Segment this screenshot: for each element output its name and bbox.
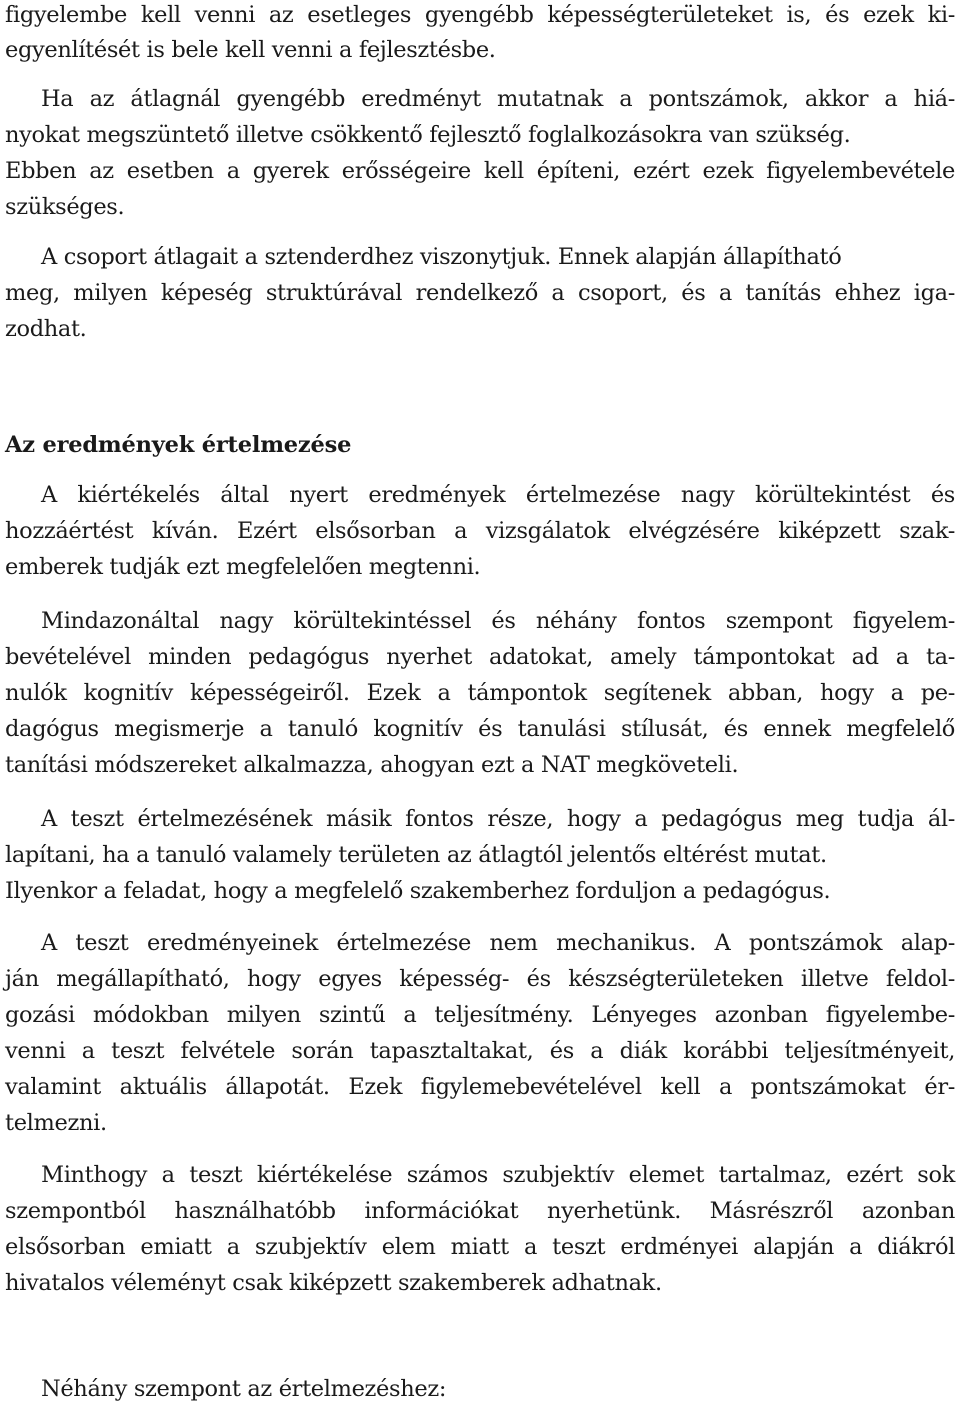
text-line: Ilyenkor a feladat, hogy a megfelelő szakemberhez forduljon a pedagógus. bbox=[5, 878, 831, 904]
text-line: A kiértékelés által nyert eredmények értelmezése nagy körültekintést és bbox=[41, 482, 955, 508]
section-heading: Az eredmények értelmezése bbox=[5, 432, 352, 458]
text-line: dagógus megismerje a tanuló kognitív és tanulási stílusát, és ennek megfelelő bbox=[5, 716, 955, 742]
text-line: hozzáértést kíván. Ezért elsősorban a vizsgálatok elvégzésére kiképzett szak- bbox=[5, 518, 955, 544]
text-line: Minthogy a teszt kiértékelése számos szubjektív elemet tartalmaz, ezért sok bbox=[41, 1162, 955, 1188]
text-line: figyelembe kell venni az esetleges gyengébb képességterületeket is, és ezek ki- bbox=[5, 2, 955, 28]
text-line: bevételével minden pedagógus nyerhet adatokat, amely támpontokat ad a ta- bbox=[5, 644, 955, 670]
text-line: zodhat. bbox=[5, 316, 87, 342]
text-line: hivatalos véleményt csak kiképzett szakemberek adhatnak. bbox=[5, 1270, 662, 1296]
text-line: elsősorban emiatt a szubjektív elem miatt a teszt erdményei alapján a diákról bbox=[5, 1234, 955, 1260]
text-line: Ebben az esetben a gyerek erősségeire kell építeni, ezért ezek figyelembevétele bbox=[5, 158, 955, 184]
text-line: Ha az átlagnál gyengébb eredményt mutatnak a pontszámok, akkor a hiá- bbox=[41, 86, 955, 112]
text-line: ján megállapítható, hogy egyes képesség- és készségterületeken illetve feldol- bbox=[5, 966, 955, 992]
text-line: A csoport átlagait a sztenderdhez viszonytjuk. Ennek alapján állapítható bbox=[41, 244, 842, 270]
text-line: szükséges. bbox=[5, 194, 125, 220]
text-line: telmezni. bbox=[5, 1110, 107, 1136]
text-line: nulók kognitív képességeiről. Ezek a támpontok segítenek abban, hogy a pe- bbox=[5, 680, 955, 706]
text-line: lapítani, ha a tanuló valamely területen az átlagtól jelentős eltérést mutat. bbox=[5, 842, 827, 868]
text-line: emberek tudják ezt megfelelően megtenni. bbox=[5, 554, 481, 580]
text-line: meg, milyen képeség struktúrával rendelkező a csoport, és a tanítás ehhez iga- bbox=[5, 280, 955, 306]
text-line: A teszt értelmezésének másik fontos része, hogy a pedagógus meg tudja ál- bbox=[41, 806, 955, 832]
text-line: venni a teszt felvétele során tapasztaltakat, és a diák korábbi teljesítményeit, bbox=[5, 1038, 955, 1064]
text-line: Néhány szempont az értelmezéshez: bbox=[41, 1376, 447, 1402]
text-line: tanítási módszereket alkalmazza, ahogyan ezt a NAT megköveteli. bbox=[5, 752, 739, 778]
text-line: egyenlítését is bele kell venni a fejlesztésbe. bbox=[5, 37, 496, 63]
text-line: valamint aktuális állapotát. Ezek figylemebevételével kell a pontszámokat ér- bbox=[5, 1074, 955, 1100]
text-line: szempontból használhatóbb információkat nyerhetünk. Másrészről azonban bbox=[5, 1198, 955, 1224]
text-line: gozási módokban milyen szintű a teljesítmény. Lényeges azonban figyelembe- bbox=[5, 1002, 955, 1028]
text-line: Mindazonáltal nagy körültekintéssel és néhány fontos szempont figyelem- bbox=[41, 608, 955, 634]
text-line: A teszt eredményeinek értelmezése nem mechanikus. A pontszámok alap- bbox=[41, 930, 955, 956]
text-line: nyokat megszüntető illetve csökkentő fejlesztő foglalkozásokra van szükség. bbox=[5, 122, 851, 148]
